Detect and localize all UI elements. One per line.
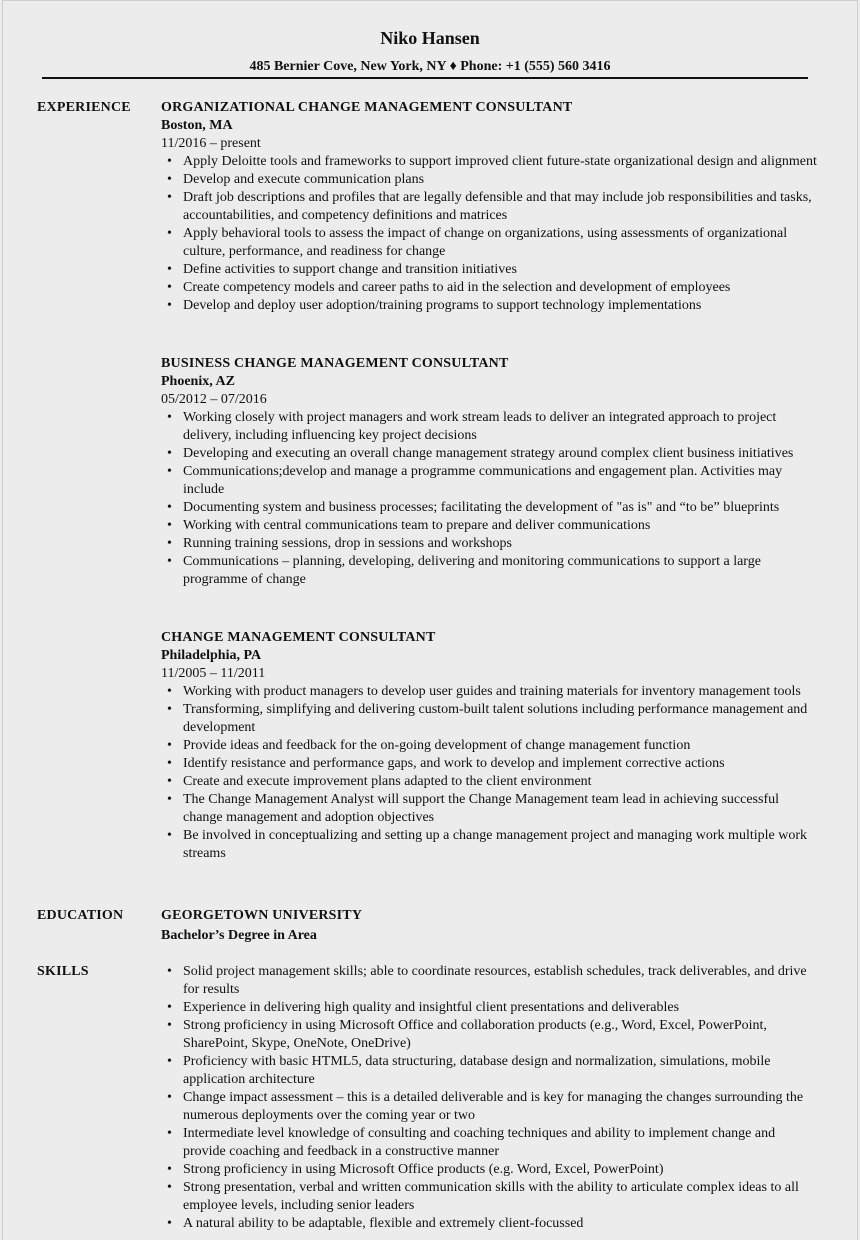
bullet-item: • Proficiency with basic HTML5, data structuring, database design and normalization, simulations, mobile application architecture bbox=[161, 1053, 821, 1089]
bullet-item: • Transforming, simplifying and delivering custom-built talent solutions including performance management and development bbox=[161, 701, 821, 737]
job-dates: 11/2016 – present bbox=[161, 136, 261, 151]
bullet-item: • Draft job descriptions and profiles that are legally defensible and that may include job responsibilities and tasks, accountabilities, and competency definitions and matrices bbox=[161, 189, 821, 225]
bullet-item: • A natural ability to be adaptable, flexible and extremely client-focussed bbox=[161, 1215, 821, 1233]
job-entry bbox=[161, 99, 821, 315]
skills-body bbox=[161, 963, 821, 1233]
bullet-item: • Develop and deploy user adoption/training programs to support technology implementations bbox=[161, 297, 821, 315]
job-entry bbox=[161, 629, 821, 863]
job-bullets bbox=[161, 683, 821, 863]
contact-line: 485 Bernier Cove, New York, NY ♦ Phone: +1 (555) 560 3416 bbox=[249, 59, 611, 74]
bullet-item: • Define activities to support change and transition initiatives bbox=[161, 261, 821, 279]
education-body bbox=[161, 907, 821, 945]
bullet-item: • Apply behavioral tools to assess the impact of change on organizations, using assessments of organizational culture, performance, and readiness for change bbox=[161, 225, 821, 261]
bullet-item: • Experience in delivering high quality and insightful client presentations and deliverables bbox=[161, 999, 821, 1017]
bullet-item: • Be involved in conceptualizing and setting up a change management project and managing work multiple work streams bbox=[161, 827, 821, 863]
job-title: ORGANIZATIONAL CHANGE MANAGEMENT CONSULTANT bbox=[161, 100, 573, 115]
skills-label: SKILLS bbox=[37, 964, 89, 979]
bullet-item: • The Change Management Analyst will support the Change Management team lead in achieving successful change management and adoption objectives bbox=[161, 791, 821, 827]
bullet-item: • Strong proficiency in using Microsoft Office products (e.g. Word, Excel, PowerPoint) bbox=[161, 1161, 821, 1179]
bullet-item: • Working with central communications team to prepare and deliver communications bbox=[161, 517, 821, 535]
bullet-item: • Working closely with project managers and work stream leads to deliver an integrated approach to project delivery, including influencing key project decisions bbox=[161, 409, 821, 445]
bullet-item: • Change impact assessment – this is a detailed deliverable and is key for managing the changes surrounding the numerous deployments over the coming year or two bbox=[161, 1089, 821, 1125]
bullet-item: • Strong proficiency in using Microsoft Office and collaboration products (e.g., Word, Excel, PowerPoint, SharePoint, Skype, OneNote, OneDrive) bbox=[161, 1017, 821, 1053]
bullet-item: • Apply Deloitte tools and frameworks to support improved client future-state organizational design and alignment bbox=[161, 153, 821, 171]
bullet-item: • Identify resistance and performance gaps, and work to develop and implement corrective actions bbox=[161, 755, 821, 773]
job-entry bbox=[161, 355, 821, 589]
degree: Bachelor’s Degree in Area bbox=[161, 928, 317, 943]
bullet-item: • Running training sessions, drop in sessions and workshops bbox=[161, 535, 821, 553]
bullet-item: • Provide ideas and feedback for the on-going development of change management function bbox=[161, 737, 821, 755]
job-dates: 11/2005 – 11/2011 bbox=[161, 666, 266, 681]
skills-bullets bbox=[161, 963, 821, 1233]
bullet-item: • Create and execute improvement plans adapted to the client environment bbox=[161, 773, 821, 791]
job-bullets bbox=[161, 153, 821, 315]
job-location: Philadelphia, PA bbox=[161, 648, 262, 663]
bullet-item: • Solid project management skills; able to coordinate resources, establish schedules, track deliverables, and drive for results bbox=[161, 963, 821, 999]
experience-label: EXPERIENCE bbox=[37, 100, 131, 115]
bullet-item: • Documenting system and business processes; facilitating the development of "as is" and “to be” blueprints bbox=[161, 499, 821, 517]
job-location: Boston, MA bbox=[161, 118, 233, 133]
education-label: EDUCATION bbox=[37, 908, 124, 923]
bullet-item: • Developing and executing an overall change management strategy around complex client business initiatives bbox=[161, 445, 821, 463]
resume-header bbox=[3, 1, 857, 76]
bullet-item: • Create competency models and career paths to aid in the selection and development of employees bbox=[161, 279, 821, 297]
job-bullets bbox=[161, 409, 821, 589]
school-name: GEORGETOWN UNIVERSITY bbox=[161, 908, 363, 923]
bullet-item: • Communications;develop and manage a programme communications and engagement plan. Activities may include bbox=[161, 463, 821, 499]
header-divider bbox=[42, 77, 808, 79]
job-dates: 05/2012 – 07/2016 bbox=[161, 392, 267, 407]
bullet-item: • Strong presentation, verbal and written communication skills with the ability to articulate complex ideas to all employee levels, including senior leaders bbox=[161, 1179, 821, 1215]
job-title: CHANGE MANAGEMENT CONSULTANT bbox=[161, 630, 436, 645]
resume-page bbox=[2, 0, 858, 1240]
candidate-name: Niko Hansen bbox=[380, 28, 480, 48]
job-location: Phoenix, AZ bbox=[161, 374, 235, 389]
bullet-item: • Intermediate level knowledge of consulting and coaching techniques and ability to implement change and provide coaching and feedback in a constructive manner bbox=[161, 1125, 821, 1161]
bullet-item: • Communications – planning, developing, delivering and monitoring communications to support a large programme of change bbox=[161, 553, 821, 589]
bullet-item: • Develop and execute communication plans bbox=[161, 171, 821, 189]
bullet-item: • Working with product managers to develop user guides and training materials for inventory management tools bbox=[161, 683, 821, 701]
job-title: BUSINESS CHANGE MANAGEMENT CONSULTANT bbox=[161, 356, 509, 371]
